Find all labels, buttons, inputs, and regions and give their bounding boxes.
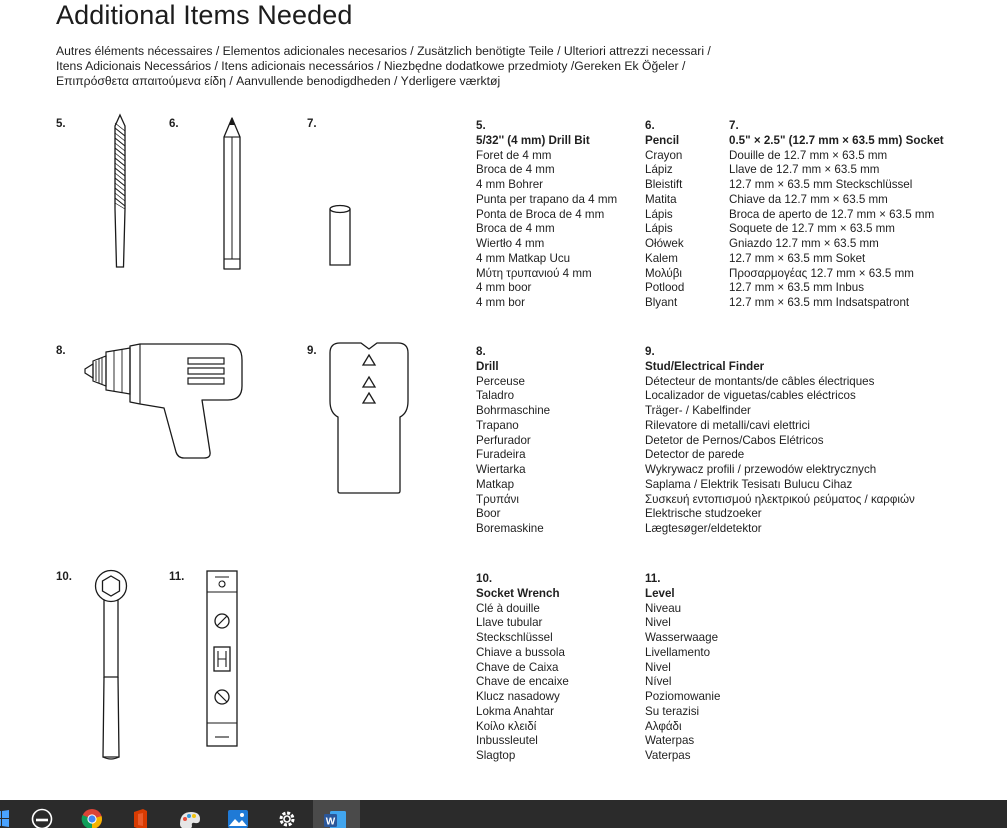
translation: Steckschlüssel <box>476 631 553 644</box>
subtitle <box>56 44 756 89</box>
translation: Poziomowanie <box>645 690 721 703</box>
word-icon[interactable] <box>324 808 346 828</box>
translation: Detetor de Pernos/Cabos Elétricos <box>645 433 824 447</box>
translation: Punta per trapano da 4 mm <box>476 192 618 206</box>
translation: 12.7 mm × 63.5 mm Indsatspatront <box>729 296 910 309</box>
subtitle-line: Autres éléments nécessaires / Elementos adicionales necesarios / Zusätzlich benötigte Teile / Ulteriori attrezzi necessari / <box>56 44 711 58</box>
item-name: Pencil <box>645 133 680 147</box>
translation: Αλφάδι <box>645 719 682 733</box>
drill-illustration <box>80 342 245 462</box>
taskbar <box>0 800 1007 828</box>
translation: Boremaskine <box>476 522 544 535</box>
item-number: 9. <box>645 345 655 358</box>
item-name: 5/32'' (4 mm) Drill Bit <box>476 133 590 147</box>
translation: Potlood <box>645 281 685 295</box>
translation: Trapano <box>476 418 519 432</box>
figure-number-7: 7. <box>307 118 317 130</box>
translation: Slagtop <box>476 749 516 762</box>
translation: Nivel <box>645 660 671 674</box>
translation: Kalem <box>645 251 678 265</box>
item-block-socket <box>729 119 944 311</box>
translation: 12.7 mm × 63.5 mm Steckschlüssel <box>729 178 913 191</box>
translation: Clé à douille <box>476 601 540 615</box>
translation: Κοίλο κλειδί <box>476 719 537 733</box>
translation: Foret de 4 mm <box>476 148 552 162</box>
translation: Elektrische studzoeker <box>645 507 762 521</box>
item-number: 10. <box>476 572 493 585</box>
stud-finder-illustration <box>326 341 412 495</box>
translation: Klucz nasadowy <box>476 690 560 703</box>
translation: Localizador de viguetas/cables eléctricos <box>645 389 856 403</box>
figure-number-10: 10. <box>56 571 72 583</box>
translation: Niveau <box>645 601 682 615</box>
translation: 4 mm Bohrer <box>476 178 544 191</box>
translation: Προσαρμογέας 12.7 mm × 63.5 mm <box>729 266 914 280</box>
translation: Boor <box>476 507 501 521</box>
translation: Ołówek <box>645 237 684 250</box>
svg-text:W: W <box>325 816 336 828</box>
translation: Chave de Caixa <box>476 660 559 674</box>
translation: 4 mm boor <box>476 281 532 295</box>
item-block-socket-wrench <box>476 572 569 764</box>
drill-bit-illustration <box>112 114 128 270</box>
translation: 12.7 mm × 63.5 mm Inbus <box>729 281 864 295</box>
figure-number-8: 8. <box>56 345 66 357</box>
page-title: Additional Items Needed <box>56 0 353 30</box>
translation: Bleistift <box>645 178 683 191</box>
translation: Gniazdo 12.7 mm × 63.5 mm <box>729 237 879 250</box>
translation: Blyant <box>645 296 678 309</box>
pencil-illustration <box>222 117 242 272</box>
translation: Wiertarka <box>476 463 526 476</box>
translation: Broca de aperto de 12.7 mm × 63.5 mm <box>729 207 935 221</box>
item-number: 5. <box>476 119 486 132</box>
translation: 4 mm bor <box>476 296 525 309</box>
translation: Lápiz <box>645 163 673 177</box>
translation: Douille de 12.7 mm × 63.5 mm <box>729 148 888 162</box>
translation: Detector de parede <box>645 448 745 462</box>
translation: Μύτη τρυπανιού 4 mm <box>476 266 592 280</box>
item-name: Socket Wrench <box>476 586 560 600</box>
translation: Llave tubular <box>476 616 543 630</box>
translation: Détecteur de montants/de câbles électriques <box>645 374 875 388</box>
socket-wrench-illustration <box>94 569 128 761</box>
translation: Crayon <box>645 148 683 162</box>
translation: Lokma Anahtar <box>476 704 554 718</box>
subtitle-line: Itens Adicionais Necessários / Itens adicionais necessários / Niezbędne dodatkowe przedmioty /Gereken Ek Öğeler / <box>56 59 686 73</box>
translation: Ponta de Broca de 4 mm <box>476 207 605 221</box>
translation: Matita <box>645 192 677 206</box>
figure-number-11: 11. <box>169 571 185 583</box>
translation: Furadeira <box>476 448 526 462</box>
translation: Broca de 4 mm <box>476 163 555 177</box>
photos-icon[interactable] <box>227 808 249 828</box>
figure-number-9: 9. <box>307 345 317 357</box>
translation: Waterpas <box>645 734 695 748</box>
translation: Μολύβι <box>645 266 682 280</box>
settings-icon[interactable] <box>276 808 298 828</box>
item-name: Level <box>645 586 675 600</box>
item-number: 7. <box>729 119 739 132</box>
translation: Chiave a bussola <box>476 645 565 659</box>
translation: Lápis <box>645 222 673 236</box>
item-name: Drill <box>476 359 499 373</box>
translation: Rilevatore di metalli/cavi elettrici <box>645 418 810 432</box>
item-block-drill <box>476 345 550 537</box>
figure-number-5: 5. <box>56 118 66 130</box>
subtitle-line: Επιπρόσθετα απαιτούμενα είδη / Aanvullende benodigdheden / Yderligere værktøj <box>56 74 501 88</box>
translation: Lápis <box>645 207 673 221</box>
item-number: 8. <box>476 345 486 358</box>
translation: Perceuse <box>476 374 525 388</box>
translation: Inbussleutel <box>476 734 538 748</box>
level-illustration <box>205 569 239 749</box>
item-block-stud-finder <box>645 345 915 537</box>
translation: Llave de 12.7 mm × 63.5 mm <box>729 163 880 177</box>
item-block-drill-bit <box>476 119 617 311</box>
paint-icon[interactable] <box>178 808 200 828</box>
item-name: 0.5" × 2.5" (12.7 mm × 63.5 mm) Socket <box>729 133 944 147</box>
figure-number-6: 6. <box>169 118 179 130</box>
translation: Συσκευή εντοπισμού ηλεκτρικού ρεύματος / καρφιών <box>645 492 915 506</box>
item-name: Stud/Electrical Finder <box>645 359 765 373</box>
socket-illustration <box>328 204 352 269</box>
translation: Livellamento <box>645 645 711 659</box>
translation: Nivel <box>645 616 671 630</box>
translation: Τρυπάνι <box>476 492 519 506</box>
office-icon[interactable] <box>129 808 151 828</box>
translation: Bohrmaschine <box>476 404 551 417</box>
translation: Nível <box>645 675 672 689</box>
translation: Wiertło 4 mm <box>476 237 545 250</box>
item-block-level <box>645 572 720 764</box>
translation: Wykrywacz profili / przewodów elektrycznych <box>645 463 877 476</box>
translation: Su terazisi <box>645 704 700 718</box>
translation: 4 mm Matkap Ucu <box>476 251 571 265</box>
translation: Taladro <box>476 389 515 403</box>
translation: Vaterpas <box>645 749 691 762</box>
translation: 12.7 mm × 63.5 mm Soket <box>729 251 866 265</box>
translation: Perfurador <box>476 433 531 447</box>
translation: Chave de encaixe <box>476 675 569 689</box>
translation: Träger- / Kabelfinder <box>645 404 751 417</box>
translation: Lægtesøger/eldetektor <box>645 522 762 535</box>
translation: Broca de 4 mm <box>476 222 555 236</box>
item-number: 11. <box>645 572 661 585</box>
item-block-pencil <box>645 119 684 311</box>
translation: Chiave da 12.7 mm × 63.5 mm <box>729 192 888 206</box>
dell-icon[interactable] <box>31 808 53 828</box>
chrome-icon[interactable] <box>81 808 103 828</box>
translation: Saplama / Elektrik Tesisatı Bulucu Cihaz <box>645 477 853 491</box>
windows-icon[interactable] <box>0 808 16 828</box>
item-number: 6. <box>645 119 655 132</box>
translation: Matkap <box>476 477 515 491</box>
translation: Wasserwaage <box>645 631 719 644</box>
translation: Soquete de 12.7 mm × 63.5 mm <box>729 222 895 236</box>
